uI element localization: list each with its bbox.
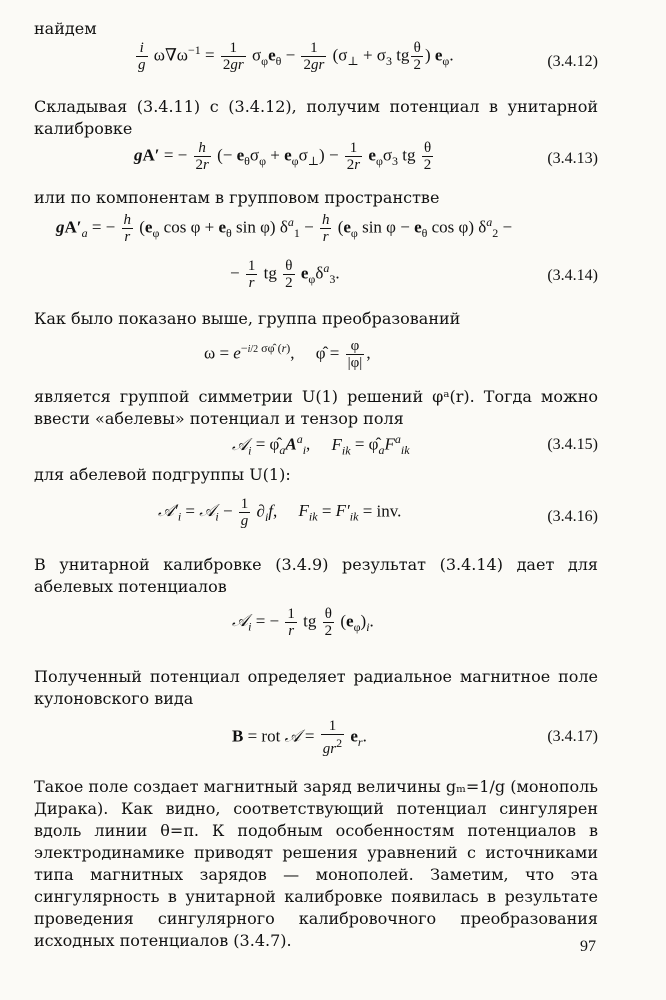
page-number: 97 (580, 938, 596, 955)
text-paragraph: найдем (34, 19, 97, 38)
equation-3-4-13: gA′ = − $\frac{h}{2r}$ (− $e_\theta\sigma_\varphi + e_\varphi\sigma_\perp$) − $\frac{1}{2r}$ $e_\varphi\sigma_3$ tg $\frac{\theta}{2}$ (134, 140, 432, 173)
equation-abelian-potential: 𝒜$_i$ = − $\frac{1}{r}$ tg $\frac{\theta}{2}$ $(e_\varphi)_i$. (232, 606, 374, 639)
equation-number: (3.4.12) (547, 53, 598, 70)
equation-3-4-14-line-1: $gA'_a$ = − $\frac{h}{r}$ ($e_\varphi$ $\cos \varphi + e_\theta$ sin φ) $\delta^a_1$ − $\frac{h}{r}$ ($e_\varphi$ $\sin \varphi - e_\theta$ cos φ) $\delta^a_2$ − (56, 212, 513, 245)
equation-number: (3.4.14) (547, 267, 598, 284)
equation-3-4-16: $𝒜'_i$ = 𝒜$_i$ − $\frac{1}{g}$ $\partial_if$, $F_{ik} = F'_{ik}$ = inv. (158, 496, 402, 529)
text-paragraph: В унитарной калибровке (3.4.9) результат (3.4.14) дает для абелевых потенциалов (34, 555, 598, 596)
text-paragraph: Складывая (3.4.11) с (3.4.12), получим потенциал в унитарной калибровке (34, 97, 598, 138)
text-paragraph: является группой симметрии U(1) решений φᵃ(r). Тогда можно ввести «абелевы» потенциал и тензор поля (34, 387, 598, 428)
equation-omega-phi-hat: $\omega = e^{-i/2 \sigma\varphî (r)}$, φ̂ = $\frac{\varphi}{|\varphi|}$ , (204, 338, 371, 371)
text-paragraph: или по компонентам в групповом пространстве (34, 188, 440, 207)
equation-number: (3.4.13) (547, 150, 598, 167)
text-paragraph: Полученный потенциал определяет радиальное магнитное поле кулоновского вида (34, 667, 598, 708)
equation-3-4-17: B = rot 𝒜 = $\frac{1}{gr^2}$ $e_r$. (232, 718, 367, 757)
equation-3-4-15: 𝒜$_i$ = $\varphî_aA^a_i$, $F_{ik}$ = $\varphî_aF^a_{ik}$ (232, 432, 410, 458)
equation-number: (3.4.16) (547, 508, 598, 525)
equation-3-4-12: $\frac{i}{g}$ $\omega\nabla\omega^{-1}$ = $\frac{1}{2gr}$ $\sigma_\varphi e_\theta$ − $\frac{1}{2gr}$ ($\sigma_\perp + \sigma_3$ tg $\frac{\theta}{2}$ ) $e_\varphi$. (138, 40, 454, 73)
text-paragraph: Такое поле создает магнитный заряд величины gₘ=1/g (монополь Дирака). Как видно, соответствующий потенциал сингулярен вдоль линии θ=π. К подобным особенностям потенциалов в электродинамике приводят решения уравнений с источниками типа магнитных зарядов — монополей. Заметим, что эта сингулярность в унитарной калибровке появилась в результате проведения сингулярного калибровочного преобразования исходных потенциалов (3.4.7). (34, 777, 598, 950)
equation-3-4-14-line-2: − $\frac{1}{r}$ tg $\frac{\theta}{2}$ $e_\varphi\delta^a_3$. (230, 258, 340, 291)
text-paragraph: Как было показано выше, группа преобразований (34, 309, 461, 328)
text-paragraph: для абелевой подгруппы U(1): (34, 465, 291, 484)
equation-number: (3.4.17) (547, 728, 598, 745)
equation-number: (3.4.15) (547, 436, 598, 453)
